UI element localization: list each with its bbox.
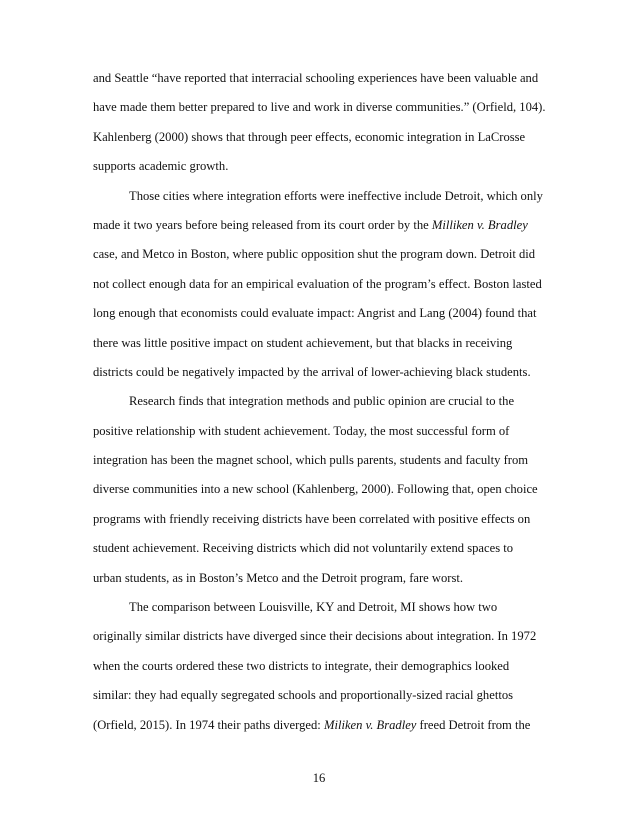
- text-line: positive relationship with student achievement. Today, the most successful form of: [93, 423, 510, 438]
- case-name-italic: Milliken v. Bradley: [431, 217, 528, 232]
- text-line: Kahlenberg (2000) shows that through peer effects, economic integration in LaCrosse: [93, 129, 526, 144]
- text-line: there was little positive impact on student achievement, but that blacks in receiving: [93, 335, 513, 350]
- text-line: case, and Metco in Boston, where public opposition shut the program down. Detroit did: [93, 247, 536, 262]
- text-line: and Seattle “have reported that interracial schooling experiences have been valuable and: [93, 71, 539, 85]
- text-line: supports academic growth.: [93, 159, 229, 174]
- text-line: districts could be negatively impacted by the arrival of lower-achieving black students.: [93, 364, 531, 379]
- text-run: freed Detroit from the: [416, 717, 531, 732]
- text-line: urban students, as in Boston’s Metco and the Detroit program, fare worst.: [93, 570, 464, 585]
- text-line: originally similar districts have diverged since their decisions about integration. In 1972: [93, 629, 537, 644]
- text-line: programs with friendly receiving districts have been correlated with positive effects on: [93, 511, 531, 526]
- case-name-italic: Miliken v. Bradley: [323, 717, 417, 732]
- text-line: diverse communities into a new school (Kahlenberg, 2000). Following that, open choice: [93, 482, 538, 497]
- text-line: when the courts ordered these two districts to integrate, their demographics looked: [93, 658, 510, 673]
- body-text: [93, 64, 553, 740]
- text-line: have made them better prepared to live and work in diverse communities.” (Orfield, 104).: [93, 100, 546, 115]
- text-line: similar: they had equally segregated schools and proportionally-sized racial ghettos: [93, 688, 514, 703]
- paragraph-start-line: The comparison between Louisville, KY and Detroit, MI shows how two: [129, 600, 498, 615]
- text-line: student achievement. Receiving districts which did not voluntarily extend spaces to: [93, 541, 514, 556]
- paragraph-start-line: Research finds that integration methods and public opinion are crucial to the: [129, 394, 515, 409]
- text-line: integration has been the magnet school, which pulls parents, students and faculty from: [93, 453, 529, 468]
- page-number: 16: [312, 771, 326, 785]
- text-line: [93, 711, 553, 740]
- text-line: not collect enough data for an empirical evaluation of the program’s effect. Boston lasted: [93, 276, 542, 291]
- text-line: long enough that economists could evaluate impact: Angrist and Lang (2004) found that: [93, 306, 537, 321]
- text-run: made it two years before being released from its court order by the: [93, 217, 432, 232]
- text-line: [93, 211, 553, 240]
- paragraph-start-line: Those cities where integration efforts were ineffective include Detroit, which only: [129, 188, 543, 203]
- text-run: (Orfield, 2015). In 1974 their paths diverged:: [93, 717, 324, 732]
